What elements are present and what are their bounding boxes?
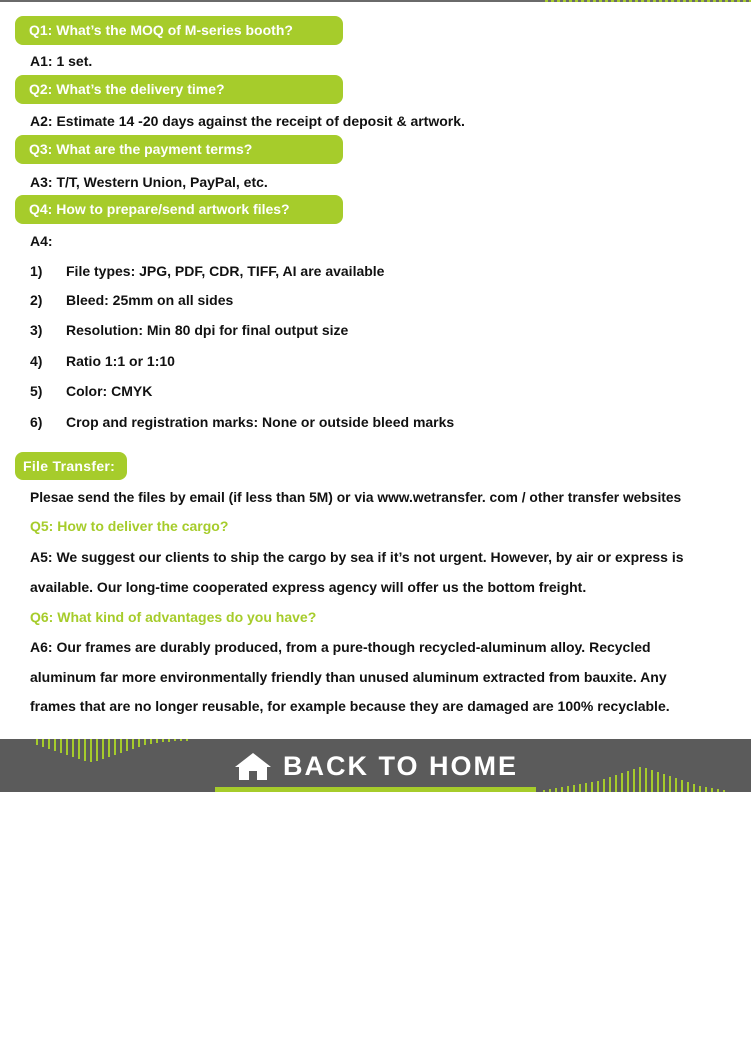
list-item-number: 4) [30, 353, 43, 369]
list-item-number: 1) [30, 263, 43, 279]
answer-4: A4: [30, 233, 53, 249]
question-5: Q5: How to deliver the cargo? [30, 518, 229, 534]
answer-6-line-3: frames that are no longer reusable, for example because they are damaged are 100% recyclable. [30, 698, 670, 714]
answer-3: A3: T/T, Western Union, PayPal, etc. [30, 174, 268, 190]
question-2: Q2: What’s the delivery time? [15, 75, 343, 104]
answer-1: A1: 1 set. [30, 53, 93, 69]
answer-5-line-2: available. Our long-time cooperated express agency will offer us the bottom freight. [30, 579, 587, 595]
question-4: Q4: How to prepare/send artwork files? [15, 195, 343, 224]
list-item: Crop and registration marks: None or outside bleed marks [66, 414, 455, 430]
list-item-number: 5) [30, 383, 43, 399]
list-item: Bleed: 25mm on all sides [66, 292, 234, 308]
list-item: File types: JPG, PDF, CDR, TIFF, AI are available [66, 263, 385, 279]
list-item: Resolution: Min 80 dpi for final output size [66, 322, 349, 338]
question-1: Q1: What’s the MOQ of M-series booth? [15, 16, 343, 45]
list-item: Ratio 1:1 or 1:10 [66, 353, 175, 369]
banner-stripes-right [543, 767, 733, 792]
answer-6-line-1: A6: Our frames are durably produced, from a pure-though recycled-aluminum alloy. Recycled [30, 639, 651, 655]
back-to-home-label: BACK TO HOME [283, 751, 519, 781]
list-item-number: 2) [30, 292, 43, 308]
question-6: Q6: What kind of advantages do you have? [30, 609, 317, 625]
list-item-number: 6) [30, 414, 43, 430]
answer-5-line-1: A5: We suggest our clients to ship the cargo by sea if it’s not urgent. However, by air or express is [30, 549, 684, 565]
back-to-home-button[interactable] [233, 749, 518, 783]
list-item: Color: CMYK [66, 383, 153, 399]
question-3: Q3: What are the payment terms? [15, 135, 343, 164]
list-item-number: 3) [30, 322, 43, 338]
top-stripe-decor [545, 0, 751, 2]
banner-underline [215, 787, 536, 792]
banner-stripes-left [36, 739, 220, 763]
file-transfer-text: Plesae send the files by email (if less than 5M) or via www.wetransfer. com / other transfer websites [30, 490, 682, 505]
back-to-home-banner [0, 739, 751, 792]
answer-2: A2: Estimate 14 -20 days against the receipt of deposit & artwork. [30, 113, 465, 129]
file-transfer-label: File Transfer: [15, 452, 127, 480]
house-icon [233, 751, 273, 781]
answer-6-line-2: aluminum far more environmentally friendly than unused aluminum extracted from bauxite. Any [30, 669, 667, 685]
